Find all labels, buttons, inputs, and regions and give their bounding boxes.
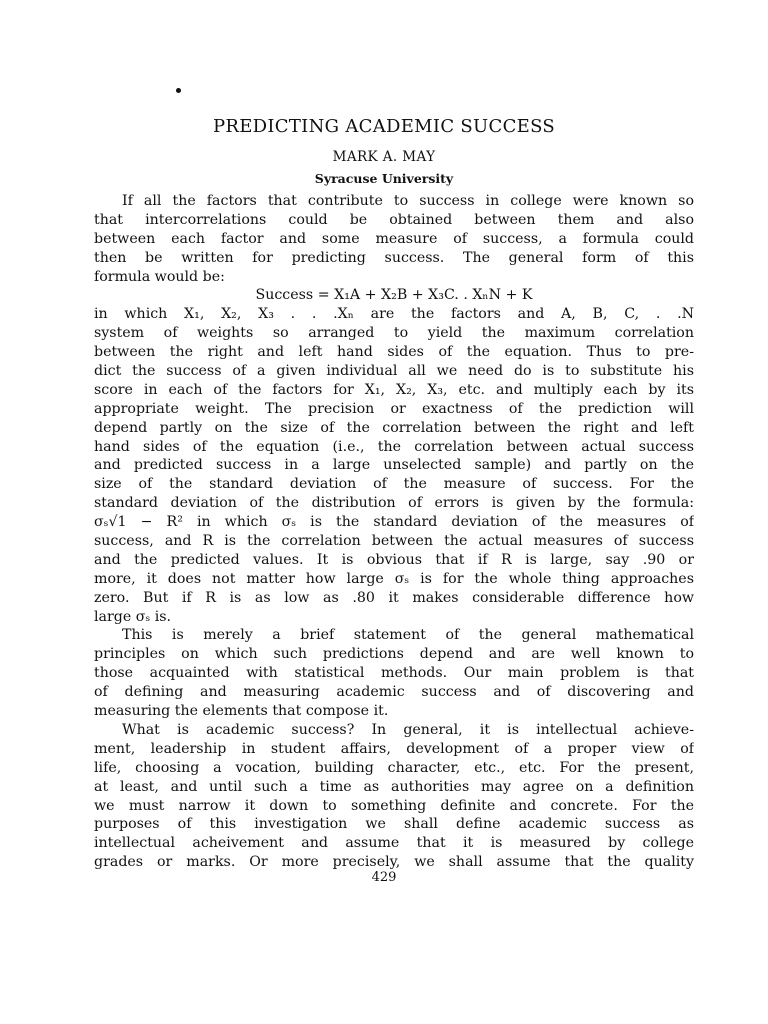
text-line: depend partly on the size of the correlation between the right and left <box>94 419 694 436</box>
text-line: score in each of the factors for X₁, X₂, X₃, etc. and multiply each by its <box>94 381 694 398</box>
text-line: and the predicted values. It is obvious that if R is large, say .90 or <box>94 551 694 568</box>
text-line: size of the standard deviation of the measure of success. For the <box>94 476 694 493</box>
text-line: appropriate weight. The precision or exactness of the prediction will <box>94 400 694 417</box>
text-line: of defining and measuring academic success and of discovering and <box>94 684 694 701</box>
text-line: measuring the elements that compose it. <box>94 703 389 720</box>
stray-dot-mark <box>176 88 181 93</box>
text-line: system of weights so arranged to yield the maximum correlation <box>94 325 694 342</box>
body-text <box>94 192 694 872</box>
text-line: Success = X₁A + X₂B + X₃C. . XₙN + K <box>255 287 533 304</box>
text-line: large σₛ is. <box>94 608 172 625</box>
text-line: intellectual acheivement and assume that it is measured by college <box>94 835 694 852</box>
text-line: at least, and until such a time as authorities may agree on a definition <box>94 778 694 795</box>
text-line: hand sides of the equation (i.e., the correlation between actual success <box>94 438 694 455</box>
article-title: PREDICTING ACADEMIC SUCCESS <box>212 116 556 137</box>
text-line: then be written for predicting success. The general form of this <box>94 249 694 266</box>
text-line: life, choosing a vocation, building character, etc., etc. For the present, <box>94 759 694 776</box>
text-line: in which X₁, X₂, X₃ . . .Xₙ are the factors and A, B, C, . .N <box>94 306 694 323</box>
text-line: principles on which such predictions depend and are well known to <box>94 646 694 663</box>
author-name: MARK A. MAY <box>332 149 436 165</box>
author-affiliation: Syracuse University <box>314 171 454 186</box>
text-line: formula would be: <box>94 268 225 285</box>
text-line: more, it does not matter how large σₛ is for the whole thing approaches <box>94 570 694 587</box>
text-line: zero. But if R is as low as .80 it makes considerable difference how <box>94 589 694 606</box>
text-line: If all the factors that contribute to success in college were known so <box>122 193 694 209</box>
text-line: purposes of this investigation we shall define academic success as <box>94 816 694 833</box>
text-line: that intercorrelations could be obtained between them and also <box>94 211 694 228</box>
text-line: What is academic success? In general, it is intellectual achieve- <box>122 721 694 738</box>
text-line: standard deviation of the distribution of errors is given by the formula: <box>94 495 694 512</box>
text-line: those acquainted with statistical methods. Our main problem is that <box>94 665 694 682</box>
text-line: between each factor and some measure of success, a formula could <box>94 230 694 247</box>
page-number: 429 <box>371 870 397 885</box>
text-line: and predicted success in a large unselected sample) and partly on the <box>94 457 694 474</box>
text-line: ment, leadership in student affairs, development of a proper view of <box>94 740 694 757</box>
text-line: This is merely a brief statement of the general mathematical <box>122 627 694 644</box>
text-line: we must narrow it down to something definite and concrete. For the <box>94 797 694 814</box>
text-line: σₛ√1 − R² in which σₛ is the standard deviation of the measures of <box>94 514 694 531</box>
text-line: between the right and left hand sides of the equation. Thus to pre- <box>94 344 694 361</box>
text-line: dict the success of a given individual all we need do is to substitute his <box>94 363 694 380</box>
text-line: grades or marks. Or more precisely, we shall assume that the quality <box>94 854 694 871</box>
text-line: success, and R is the correlation between the actual measures of success <box>94 533 694 550</box>
